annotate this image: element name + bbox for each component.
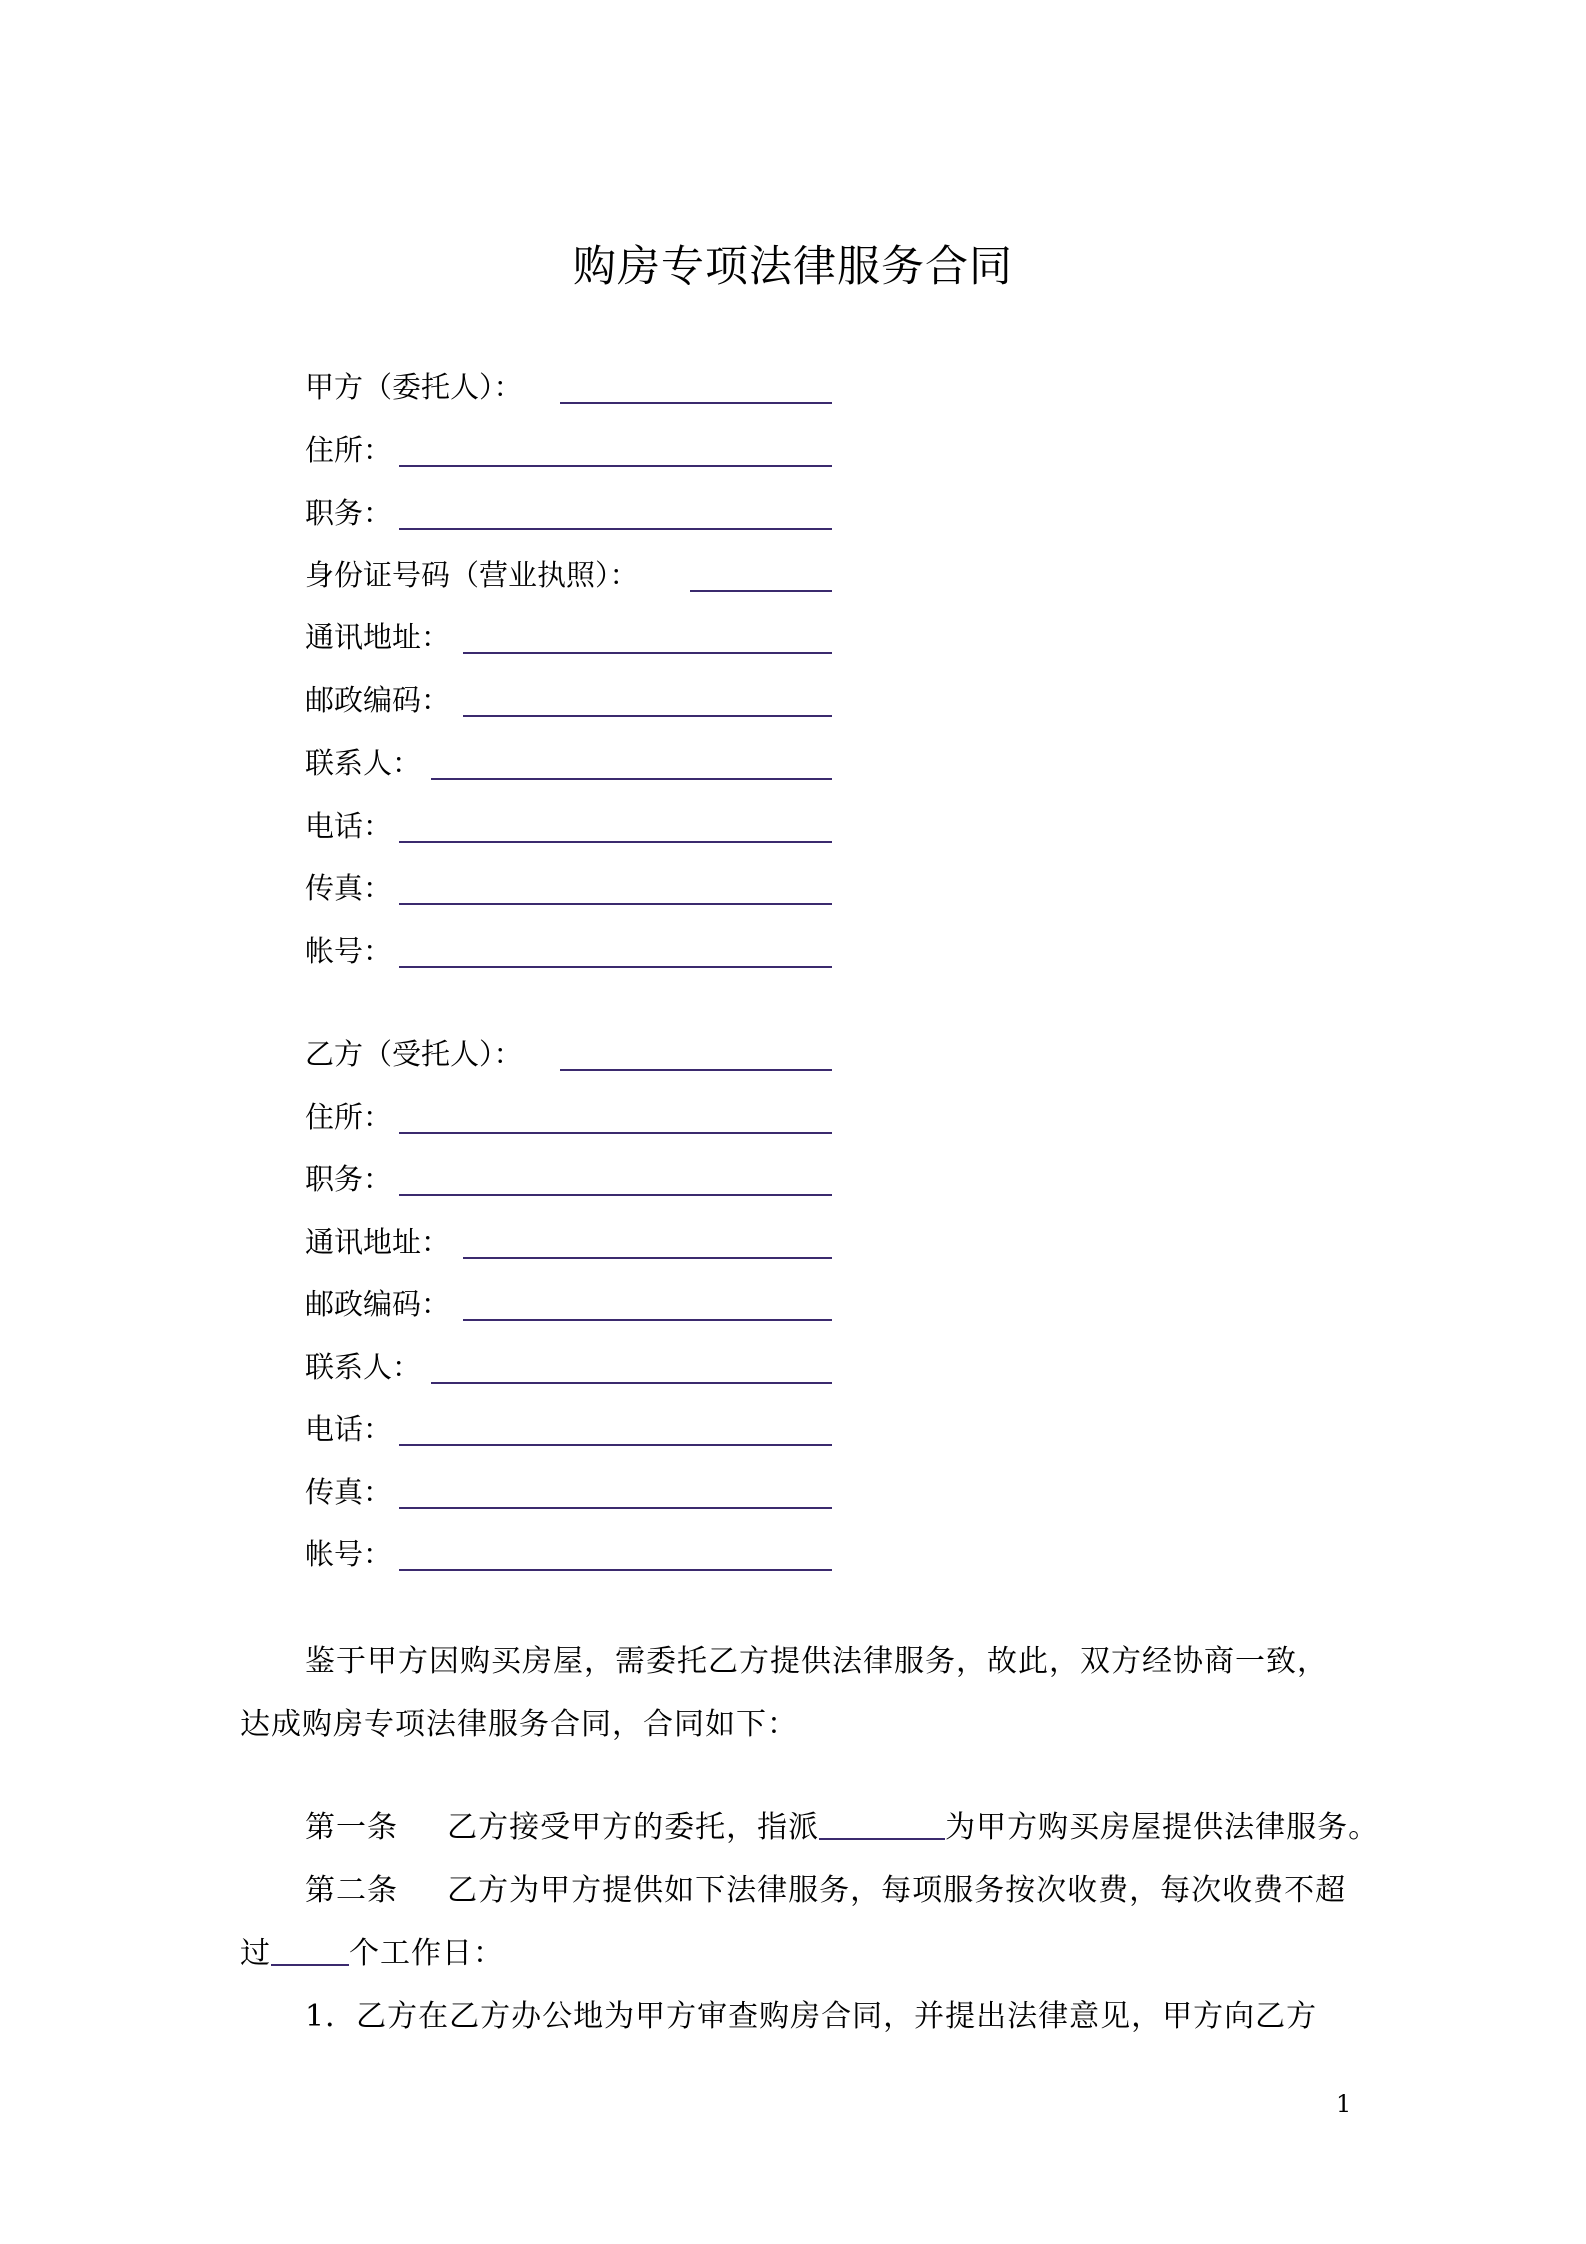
party-a-position-blank[interactable] xyxy=(399,528,832,530)
party-a-position-field xyxy=(305,491,832,541)
preamble-line-1: 鉴于甲方因购买房屋，需委托乙方提供法律服务，故此，双方经协商一致， xyxy=(305,1644,1328,1679)
article-2-continuation xyxy=(240,1928,504,1972)
article-1-heading: 第一条 xyxy=(305,1810,398,1845)
party-a-id-field xyxy=(305,553,832,603)
party-a-phone-field xyxy=(305,804,832,854)
party-a-account-field xyxy=(305,929,832,979)
article-2-line-2-before: 过 xyxy=(240,1936,271,1971)
field-label: 通讯地址： xyxy=(305,620,451,654)
article-2-line-1: 乙方为甲方提供如下法律服务，每项服务按次收费，每次收费不超 xyxy=(447,1873,1347,1908)
article-1-text-after: 为甲方购买房屋提供法律服务。 xyxy=(945,1810,1380,1845)
page-number: 1 xyxy=(1336,2090,1352,2118)
party-a-heading: 甲方（委托人）： xyxy=(305,370,523,404)
party-b-phone-blank[interactable] xyxy=(399,1444,832,1446)
party-a-contact-blank[interactable] xyxy=(431,778,832,780)
field-label: 联系人： xyxy=(305,746,422,780)
party-a-fax-field xyxy=(305,866,832,916)
party-b-fax-blank[interactable] xyxy=(399,1507,832,1509)
field-label: 联系人： xyxy=(305,1350,422,1384)
field-label: 邮政编码： xyxy=(305,1287,451,1321)
party-b-postal-code-field xyxy=(305,1282,832,1332)
party-b-position-blank[interactable] xyxy=(399,1194,832,1196)
preamble-line-2: 达成购房专项法律服务合同，合同如下： xyxy=(240,1707,798,1742)
field-label: 通讯地址： xyxy=(305,1225,451,1259)
field-label: 邮政编码： xyxy=(305,683,451,717)
party-a-id-blank[interactable] xyxy=(690,590,832,592)
party-a-name-blank[interactable] xyxy=(560,402,832,404)
party-a-address-field xyxy=(305,428,832,478)
article-2-heading: 第二条 xyxy=(305,1873,398,1908)
field-label: 职务： xyxy=(305,496,393,530)
party-b-address-field xyxy=(305,1095,832,1145)
party-a-address-blank[interactable] xyxy=(399,465,832,467)
party-a-mailing-address-blank[interactable] xyxy=(463,652,832,654)
document-title: 购房专项法律服务合同 xyxy=(573,242,1013,292)
party-b-heading-field xyxy=(305,1032,832,1082)
field-label: 帐号： xyxy=(305,934,393,968)
field-label: 电话： xyxy=(305,809,393,843)
party-a-contact-field xyxy=(305,741,832,791)
party-a-postal-code-blank[interactable] xyxy=(463,715,832,717)
party-b-mailing-address-blank[interactable] xyxy=(463,1257,832,1259)
article-2-line-2-after: 个工作日： xyxy=(349,1936,504,1971)
field-label: 住所： xyxy=(305,1100,393,1134)
party-b-account-field xyxy=(305,1532,832,1582)
assigned-lawyer-blank[interactable] xyxy=(819,1812,945,1840)
party-b-fax-field xyxy=(305,1470,832,1520)
party-b-heading: 乙方（受托人）： xyxy=(305,1037,523,1071)
field-label: 传真： xyxy=(305,1475,393,1509)
party-a-account-blank[interactable] xyxy=(399,966,832,968)
party-b-name-blank[interactable] xyxy=(560,1069,832,1071)
party-b-postal-code-blank[interactable] xyxy=(463,1319,832,1321)
party-a-heading-field xyxy=(305,365,832,415)
party-a-postal-code-field xyxy=(305,678,832,728)
party-b-mailing-address-field xyxy=(305,1220,832,1270)
party-b-contact-blank[interactable] xyxy=(431,1382,832,1384)
party-a-phone-blank[interactable] xyxy=(399,841,832,843)
field-label: 职务： xyxy=(305,1162,393,1196)
party-b-phone-field xyxy=(305,1407,832,1457)
party-b-address-blank[interactable] xyxy=(399,1132,832,1134)
field-label: 电话： xyxy=(305,1412,393,1446)
field-label: 传真： xyxy=(305,871,393,905)
item-1: 1．乙方在乙方办公地为甲方审查购房合同，并提出法律意见，甲方向乙方 xyxy=(305,1999,1318,2034)
article-1-text-before: 乙方接受甲方的委托，指派 xyxy=(447,1810,820,1845)
working-days-blank[interactable] xyxy=(271,1938,349,1966)
article-1 xyxy=(305,1802,1379,1846)
field-label: 帐号： xyxy=(305,1537,393,1571)
party-a-fax-blank[interactable] xyxy=(399,903,832,905)
party-b-account-blank[interactable] xyxy=(399,1569,832,1571)
field-label: 身份证号码（营业执照）： xyxy=(305,558,639,592)
party-b-contact-field xyxy=(305,1345,832,1395)
party-a-mailing-address-field xyxy=(305,615,832,665)
party-b-position-field xyxy=(305,1157,832,1207)
article-2 xyxy=(305,1865,1346,1909)
field-label: 住所： xyxy=(305,433,393,467)
